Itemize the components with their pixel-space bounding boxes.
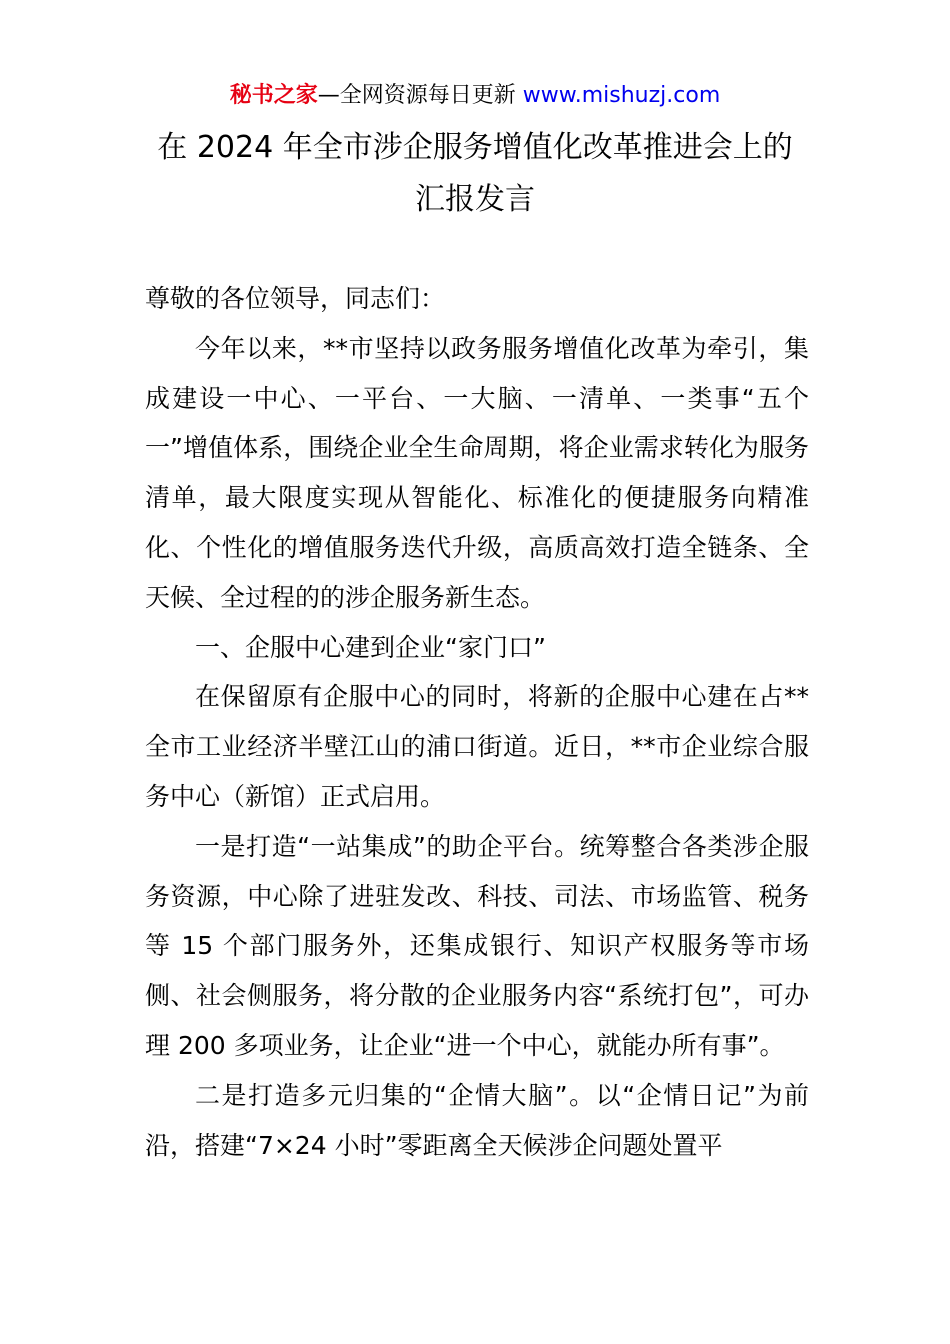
header-tagline: —全网资源每日更新 (317, 83, 523, 108)
paragraph-point-1: 一是打造“一站集成”的助企平台。统筹整合各类涉企服务资源，中心除了进驻发改、科技、司法、市场监管、税务等 15 个部门服务外，还集成银行、知识产权服务等市场侧、社会侧服务，将分散的企业服务内容“系统打包”，可办理 200 多项业务，让企业“进一个中心，就能办所有事”。 (145, 831, 809, 1060)
title-line-2: 汇报发言 (415, 182, 535, 217)
paragraph-point-2: 二是打造多元归集的“企情大脑”。以“企情日记”为前沿，搭建“7×24 小时”零距离全天候涉企问题处置平 (145, 1080, 809, 1160)
brand-name: 秘书之家 (229, 83, 318, 108)
salutation: 尊敬的各位领导，同志们： (145, 284, 446, 313)
site-link[interactable]: www.mishuzj.com (522, 83, 721, 108)
document-body (145, 274, 809, 1170)
document-title (100, 122, 850, 226)
paragraph-intro: 今年以来，**市坚持以政务服务增值化改革为牵引，集成建设一中心、一平台、一大脑、一清单、一类事“五个一”增值体系，围绕企业全生命周期，将企业需求转化为服务清单，最大限度实现从智能化、标准化的便捷服务向精准化、个性化的增值服务迭代升级，高质高效打造全链条、全天候、全过程的的涉企服务新生态。 (145, 333, 809, 612)
site-header (0, 80, 950, 112)
section-heading-1: 一、企服中心建到企业“家门口” (195, 632, 546, 662)
title-line-1: 在 2024 年全市涉企服务增值化改革推进会上的 (157, 130, 793, 165)
paragraph-section-1: 在保留原有企服中心的同时，将新的企服中心建在占**全市工业经济半壁江山的浦口街道。近日，**市企业综合服务中心（新馆）正式启用。 (145, 682, 809, 811)
